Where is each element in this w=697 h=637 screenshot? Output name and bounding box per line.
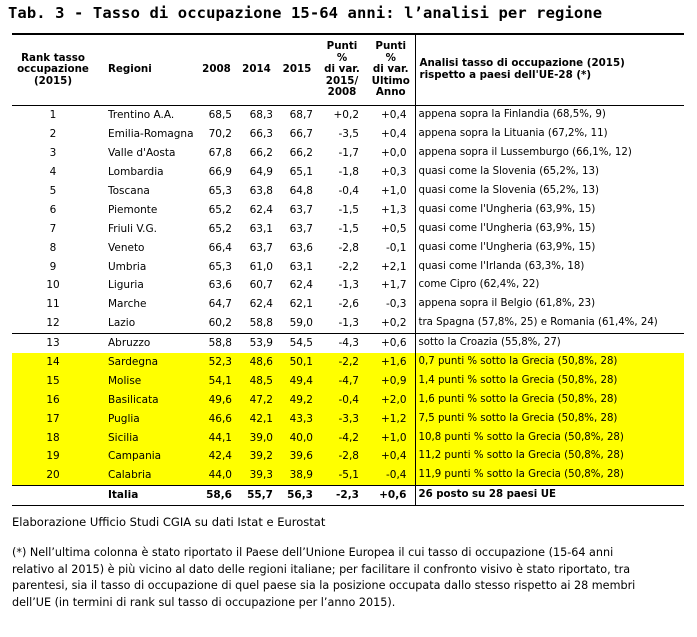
- header-2008: [197, 34, 236, 106]
- cell-rank: 10: [46, 279, 60, 292]
- cell-var-ultimo-anno: -0,3: [386, 298, 407, 311]
- cell-rank: 5: [49, 185, 57, 197]
- cell-var-ultimo-anno: +1,3: [381, 203, 407, 216]
- cell-analisi: sotto la Croazia (55,8%, 27): [415, 333, 684, 352]
- cell-regione: Veneto: [108, 241, 145, 254]
- cell-2008: 60,2: [208, 317, 232, 330]
- cell-2015: 63,7: [289, 203, 313, 216]
- footnote-line: dell’UE (in termini di rank sul tasso di occupazione per l’anno 2015).: [12, 595, 396, 609]
- cell-var-2015-2008: -2,2: [338, 260, 359, 273]
- table-row: [12, 353, 684, 372]
- cell-analisi: 1,4 punti % sotto la Grecia (50,8%, 28): [415, 371, 684, 390]
- cell-var-2015-2008: -3,3: [317, 409, 367, 428]
- cell-analisi: quasi come l'Ungheria (63,9%, 15): [415, 200, 684, 219]
- cell-var-2015-2008: -1,5: [338, 203, 359, 216]
- header-var2-line: Anno: [375, 86, 406, 99]
- table-row: [12, 333, 684, 352]
- header-var2-line: %: [385, 51, 396, 64]
- header-2014: [236, 34, 277, 106]
- header-rank-line: occupazione: [17, 63, 89, 76]
- cell-2015: 64,8: [289, 185, 313, 197]
- header-analisi-line: rispetto a paesi dell'UE-28 (*): [419, 69, 592, 81]
- cell-analisi: quasi come l'Irlanda (63,3%, 18): [415, 257, 684, 276]
- cell-2014: 53,9: [236, 333, 277, 352]
- header-analisi-line: Analisi tasso di occupazione (2015): [419, 57, 625, 70]
- cell-regione: Lazio: [108, 317, 136, 330]
- cell-2015: 40,0: [277, 428, 317, 447]
- table-row: [12, 238, 684, 257]
- cell-regione: Puglia: [94, 409, 197, 428]
- table-row: [12, 371, 684, 390]
- cell-2015: 54,5: [277, 333, 317, 352]
- cell-regione: Campania: [94, 447, 197, 466]
- table-row: [12, 182, 684, 201]
- cell-rank: 16: [12, 390, 94, 409]
- cell-2014: 39,0: [236, 428, 277, 447]
- cell-rank: 4: [49, 166, 57, 179]
- table-body: [12, 106, 684, 506]
- cell-analisi: quasi come la Slovenia (65,2%, 13): [415, 163, 684, 182]
- cell-analisi: 0,7 punti % sotto la Grecia (50,8%, 28): [415, 353, 684, 372]
- table-row: [12, 200, 684, 219]
- cell-2015: 39,6: [277, 447, 317, 466]
- cell-2014: 62,4: [249, 298, 273, 311]
- footnote: [12, 545, 692, 611]
- cell-var-ultimo-anno: +0,6: [367, 485, 415, 505]
- cell-2014: 47,2: [236, 390, 277, 409]
- cell-rank: 19: [12, 447, 94, 466]
- cell-var-ultimo-anno: +0,4: [367, 447, 415, 466]
- cell-2014: 39,2: [236, 447, 277, 466]
- employment-table-container: [12, 33, 684, 506]
- cell-2014: 63,1: [249, 222, 273, 235]
- cell-var-2015-2008: +0,2: [333, 109, 359, 122]
- cell-var-ultimo-anno: +1,0: [381, 185, 407, 197]
- cell-var-2015-2008: -2,6: [338, 298, 359, 311]
- cell-regione: Trentino A.A.: [108, 109, 175, 122]
- table-row: [12, 219, 684, 238]
- cell-rank: 14: [12, 353, 94, 372]
- cell-var-ultimo-anno: +0,3: [381, 166, 407, 179]
- cell-var-2015-2008: -1,3: [338, 317, 359, 330]
- cell-var-2015-2008: -5,1: [317, 466, 367, 485]
- header-var-2015-2008: [317, 34, 367, 106]
- header-2015: [277, 34, 317, 106]
- cell-analisi: quasi come l'Ungheria (63,9%, 15): [415, 238, 684, 257]
- cell-2008: 44,1: [197, 428, 236, 447]
- cell-2015: 68,7: [289, 109, 313, 122]
- cell-2015: 66,2: [289, 147, 313, 160]
- cell-analisi: come Cipro (62,4%, 22): [415, 276, 684, 295]
- table-row: [12, 144, 684, 163]
- cell-analisi: 11,2 punti % sotto la Grecia (50,8%, 28): [415, 447, 684, 466]
- cell-regione: Piemonte: [108, 203, 158, 216]
- footnote-line: parentesi, sia il tasso di occupazione di quel paese sia la posizione occupata dallo stesso rispetto ai 28 membri: [12, 579, 636, 592]
- cell-analisi: tra Spagna (57,8%, 25) e Romania (61,4%, 24): [415, 314, 684, 333]
- cell-2015: 43,3: [277, 409, 317, 428]
- cell-2014: 66,3: [249, 128, 273, 141]
- employment-table: [12, 33, 684, 506]
- cell-rank: 17: [12, 409, 94, 428]
- cell-2014: 60,7: [249, 279, 273, 292]
- cell-regione: Friuli V.G.: [108, 222, 157, 235]
- cell-var-2015-2008: -2,2: [317, 353, 367, 372]
- header-var1-line: di var.: [324, 63, 360, 76]
- cell-2014: 48,6: [236, 353, 277, 372]
- cell-2015: 63,6: [289, 241, 313, 254]
- header-var-ultimo-anno: [367, 34, 415, 106]
- cell-2008: 63,6: [208, 279, 232, 292]
- cell-var-ultimo-anno: +0,4: [381, 109, 407, 122]
- cell-rank: 1: [49, 109, 57, 122]
- cell-2015: 59,0: [289, 317, 313, 330]
- header-var2-line: Punti: [375, 40, 407, 53]
- cell-var-ultimo-anno: +1,0: [367, 428, 415, 447]
- cell-regione: Abruzzo: [94, 333, 197, 352]
- cell-var-ultimo-anno: -0,1: [386, 241, 407, 254]
- header-var1-line: 2015/: [325, 74, 359, 87]
- cell-rank: 9: [49, 260, 57, 273]
- cell-2015: 62,1: [289, 298, 313, 311]
- cell-regione: Calabria: [94, 466, 197, 485]
- table-row: [12, 466, 684, 485]
- cell-var-2015-2008: -4,3: [317, 333, 367, 352]
- header-2015-label: 2015: [282, 63, 312, 76]
- cell-2014: 48,5: [236, 371, 277, 390]
- cell-var-2015-2008: -0,4: [317, 390, 367, 409]
- cell-2014: 62,4: [249, 203, 273, 216]
- cell-regione: Sardegna: [94, 353, 197, 372]
- cell-var-2015-2008: -2,8: [317, 447, 367, 466]
- cell-var-ultimo-anno: +1,7: [381, 279, 407, 292]
- header-var1-line: %: [336, 51, 348, 64]
- cell-2008: 42,4: [197, 447, 236, 466]
- footnote-line: (*) Nell’ultima colonna è stato riportato il Paese dell’Unione Europea il cui tasso di occupazione (15-64 anni: [12, 546, 614, 559]
- cell-analisi: appena sopra il Belgio (61,8%, 23): [415, 295, 684, 314]
- header-var2-line: Ultimo: [371, 74, 410, 87]
- cell-2015: 38,9: [277, 466, 317, 485]
- footnote-line: relativo al 2015) è più vicino al dato delle regioni italiane; per facilitare il confronto visivo è stato riportato, tra: [12, 562, 631, 576]
- table-title: Tab. 3 - Tasso di occupazione 15-64 anni: l’analisi per regione: [8, 4, 603, 22]
- cell-rank: 13: [12, 333, 94, 352]
- header-analisi: [415, 34, 684, 106]
- cell-2015: 50,1: [277, 353, 317, 372]
- cell-var-ultimo-anno: +0,5: [381, 222, 407, 235]
- cell-2014: 55,7: [236, 485, 277, 505]
- cell-2008: 66,4: [208, 241, 232, 254]
- cell-var-2015-2008: -4,2: [317, 428, 367, 447]
- cell-analisi: 11,9 punti % sotto la Grecia (50,8%, 28): [415, 466, 684, 485]
- table-row: [12, 106, 684, 125]
- cell-regione: Italia: [94, 485, 197, 505]
- header-var2-line: di var.: [372, 63, 409, 76]
- cell-2008: 65,2: [208, 222, 232, 235]
- cell-regione: Molise: [94, 371, 197, 390]
- cell-var-2015-2008: -3,5: [338, 128, 359, 141]
- cell-var-2015-2008: -2,8: [338, 241, 359, 254]
- table-row: [12, 447, 684, 466]
- cell-var-ultimo-anno: +0,9: [367, 371, 415, 390]
- header-2014-label: 2014: [242, 63, 271, 76]
- cell-2015: 63,7: [289, 222, 313, 235]
- cell-var-2015-2008: -0,4: [338, 185, 359, 197]
- cell-var-ultimo-anno: -0,4: [367, 466, 415, 485]
- cell-rank: 11: [46, 298, 60, 311]
- cell-2008: 67,8: [208, 147, 232, 160]
- table-row: [12, 409, 684, 428]
- cell-2014: 66,2: [249, 147, 273, 160]
- cell-2008: 46,6: [197, 409, 236, 428]
- cell-regione: Marche: [108, 298, 147, 311]
- cell-analisi: quasi come la Slovenia (65,2%, 13): [415, 182, 684, 201]
- cell-var-ultimo-anno: +1,2: [367, 409, 415, 428]
- cell-analisi: quasi come l'Ungheria (63,9%, 15): [415, 219, 684, 238]
- cell-2015: 49,2: [277, 390, 317, 409]
- cell-rank: 3: [49, 147, 57, 160]
- cell-2015: 63,1: [289, 260, 313, 273]
- cell-2015: 62,4: [289, 279, 313, 292]
- table-row: [12, 295, 684, 314]
- cell-var-2015-2008: -2,3: [317, 485, 367, 505]
- cell-var-2015-2008: -1,5: [338, 222, 359, 235]
- cell-regione: Liguria: [108, 279, 144, 292]
- cell-rank: 12: [46, 317, 60, 330]
- cell-var-ultimo-anno: +2,1: [381, 260, 407, 273]
- cell-rank: 8: [49, 241, 57, 254]
- cell-var-2015-2008: -1,3: [338, 279, 359, 292]
- cell-2014: 63,7: [249, 241, 273, 254]
- cell-rank: 6: [49, 203, 57, 216]
- cell-2014: 68,3: [249, 109, 273, 122]
- cell-2014: 39,3: [236, 466, 277, 485]
- table-row: [12, 390, 684, 409]
- cell-regione: Emilia-Romagna: [108, 128, 194, 141]
- cell-var-ultimo-anno: +0,2: [381, 317, 407, 330]
- source-note: Elaborazione Ufficio Studi CGIA su dati Istat e Eurostat: [12, 515, 326, 529]
- cell-2015: 56,3: [277, 485, 317, 505]
- header-rank: [12, 34, 94, 106]
- cell-regione: Basilicata: [94, 390, 197, 409]
- cell-2014: 63,8: [249, 185, 273, 197]
- cell-rank: [12, 485, 94, 505]
- cell-regione: Lombardia: [108, 166, 164, 179]
- cell-var-ultimo-anno: +2,0: [367, 390, 415, 409]
- header-regioni-label: Regioni: [108, 63, 152, 76]
- cell-2008: 65,2: [208, 203, 232, 216]
- cell-2008: 65,3: [208, 260, 232, 273]
- header-rank-line: Rank tasso: [21, 51, 85, 64]
- table-total-row: [12, 485, 684, 505]
- header-regioni: [94, 34, 197, 106]
- cell-2008: 54,1: [197, 371, 236, 390]
- cell-regione: Sicilia: [94, 428, 197, 447]
- cell-2008: 68,5: [208, 109, 232, 122]
- cell-var-2015-2008: -1,7: [338, 147, 359, 160]
- cell-2014: 61,0: [249, 260, 273, 273]
- table-row: [12, 163, 684, 182]
- cell-rank: 20: [12, 466, 94, 485]
- header-rank-line: (2015): [33, 74, 73, 87]
- table-row: [12, 314, 684, 333]
- table-row: [12, 125, 684, 144]
- cell-regione: Valle d'Aosta: [108, 147, 176, 160]
- cell-analisi: appena sopra il Lussemburgo (66,1%, 12): [415, 144, 684, 163]
- cell-regione: Umbria: [108, 260, 147, 273]
- cell-2008: 70,2: [208, 128, 232, 141]
- cell-rank: 7: [49, 222, 57, 235]
- cell-analisi: 7,5 punti % sotto la Grecia (50,8%, 28): [415, 409, 684, 428]
- cell-var-ultimo-anno: +0,0: [381, 147, 407, 160]
- cell-2014: 42,1: [236, 409, 277, 428]
- cell-analisi: appena sopra la Lituania (67,2%, 11): [415, 125, 684, 144]
- cell-2015: 49,4: [277, 371, 317, 390]
- cell-2008: 66,9: [208, 166, 232, 179]
- cell-rank: 18: [12, 428, 94, 447]
- cell-rank: 15: [12, 371, 94, 390]
- cell-analisi: appena sopra la Finlandia (68,5%, 9): [415, 106, 684, 125]
- cell-2008: 49,6: [197, 390, 236, 409]
- cell-2015: 66,7: [289, 128, 313, 141]
- table-row: [12, 428, 684, 447]
- cell-var-2015-2008: -1,8: [338, 166, 359, 179]
- cell-var-ultimo-anno: +0,4: [381, 128, 407, 141]
- cell-2014: 64,9: [249, 166, 273, 179]
- cell-2014: 58,8: [249, 317, 273, 330]
- cell-var-ultimo-anno: +0,6: [367, 333, 415, 352]
- header-var1-line: Punti: [326, 40, 358, 53]
- cell-analisi: 26 posto su 28 paesi UE: [415, 485, 684, 505]
- cell-var-ultimo-anno: +1,6: [367, 353, 415, 372]
- header-2008-label: 2008: [202, 63, 231, 76]
- table-header-row: [12, 34, 684, 106]
- cell-2008: 52,3: [197, 353, 236, 372]
- cell-2008: 65,3: [208, 185, 232, 197]
- cell-rank: 2: [49, 128, 57, 141]
- cell-2015: 65,1: [289, 166, 313, 179]
- cell-regione: Toscana: [108, 185, 150, 197]
- table-row: [12, 257, 684, 276]
- header-var1-line: 2008: [327, 86, 357, 99]
- table-row: [12, 276, 684, 295]
- cell-2008: 64,7: [208, 298, 232, 311]
- cell-analisi: 10,8 punti % sotto la Grecia (50,8%, 28): [415, 428, 684, 447]
- cell-2008: 58,8: [197, 333, 236, 352]
- cell-2008: 58,6: [197, 485, 236, 505]
- cell-analisi: 1,6 punti % sotto la Grecia (50,8%, 28): [415, 390, 684, 409]
- cell-2008: 44,0: [197, 466, 236, 485]
- cell-var-2015-2008: -4,7: [317, 371, 367, 390]
